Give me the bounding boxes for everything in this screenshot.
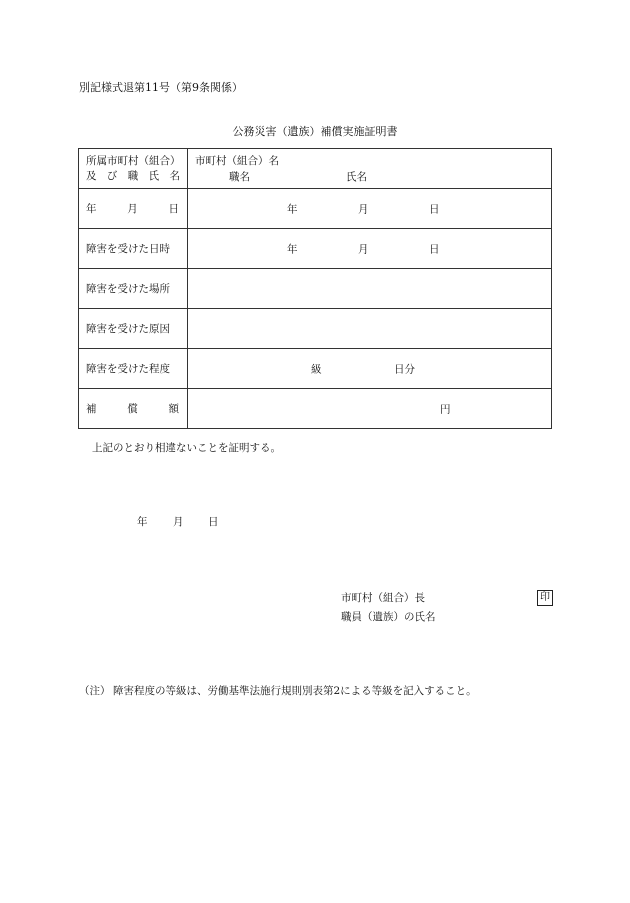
field-injury-cause[interactable]	[188, 309, 552, 349]
document-title: 公務災害（遺族）補償実施証明書	[232, 125, 398, 138]
days-unit: 日分	[394, 363, 415, 375]
certification-statement: 上記のとおり相違ないことを証明する。	[92, 442, 281, 454]
label-char: 職	[127, 169, 139, 182]
month-unit: 月	[358, 243, 369, 255]
certificate-table	[78, 148, 552, 429]
label-char: 名	[169, 169, 180, 182]
label-char: 年	[86, 203, 97, 215]
table-row-date	[79, 189, 552, 229]
label-affiliation-line2	[86, 169, 180, 184]
label-char: 及	[86, 169, 97, 182]
month-unit: 月	[358, 203, 369, 215]
day-unit: 日	[429, 203, 440, 215]
note-text: 障害程度の等級は、労働基準法施行規則別表第2による等級を記入すること。	[113, 685, 477, 697]
table-row-affiliation	[79, 149, 552, 189]
grade-unit: 級	[311, 363, 322, 375]
label-compensation	[79, 389, 188, 429]
label-char: 額	[168, 403, 179, 415]
label-injury-place: 障害を受けた場所	[79, 269, 188, 309]
label-affiliation	[79, 149, 188, 189]
label-injury-cause: 障害を受けた原因	[79, 309, 188, 349]
label-date	[79, 189, 188, 229]
form-number: 別記様式退第11号（第9条関係）	[79, 81, 243, 94]
table-row-injury-datetime	[79, 229, 552, 269]
label-char: び	[106, 169, 118, 182]
seal-mark: 印	[537, 590, 553, 606]
name-label: 氏名	[346, 171, 367, 183]
job-title-label: 職名	[229, 171, 250, 183]
field-compensation-amount[interactable]	[188, 389, 552, 429]
table-row-compensation	[79, 389, 552, 429]
label-char: 月	[127, 203, 138, 215]
field-affiliation[interactable]	[188, 149, 552, 189]
table-row-injury-degree	[79, 349, 552, 389]
label-injury-degree: 障害を受けた程度	[79, 349, 188, 389]
cert-year-unit: 年	[137, 516, 148, 528]
label-injury-datetime: 障害を受けた日時	[79, 229, 188, 269]
employee-name-label: 職員（遺族）の氏名	[341, 611, 436, 623]
label-affiliation-line1: 所属市町村（組合）	[86, 154, 181, 167]
label-char: 償	[127, 403, 138, 415]
cert-day-unit: 日	[208, 516, 219, 528]
year-unit: 年	[287, 203, 298, 215]
label-char: 日	[168, 203, 179, 215]
note-marker: （注）	[79, 685, 111, 697]
yen-unit: 円	[440, 403, 451, 415]
label-char: 氏	[148, 169, 160, 182]
field-injury-degree[interactable]	[188, 349, 552, 389]
table-row-injury-cause	[79, 309, 552, 349]
year-unit: 年	[287, 243, 298, 255]
field-date[interactable]	[188, 189, 552, 229]
municipality-name-label: 市町村（組合）名	[195, 155, 279, 167]
field-injury-datetime[interactable]	[188, 229, 552, 269]
label-char: 補	[86, 403, 97, 415]
day-unit: 日	[429, 243, 440, 255]
cert-month-unit: 月	[173, 516, 184, 528]
mayor-signature-label: 市町村（組合）長	[341, 592, 425, 604]
table-row-injury-place	[79, 269, 552, 309]
field-injury-place[interactable]	[188, 269, 552, 309]
